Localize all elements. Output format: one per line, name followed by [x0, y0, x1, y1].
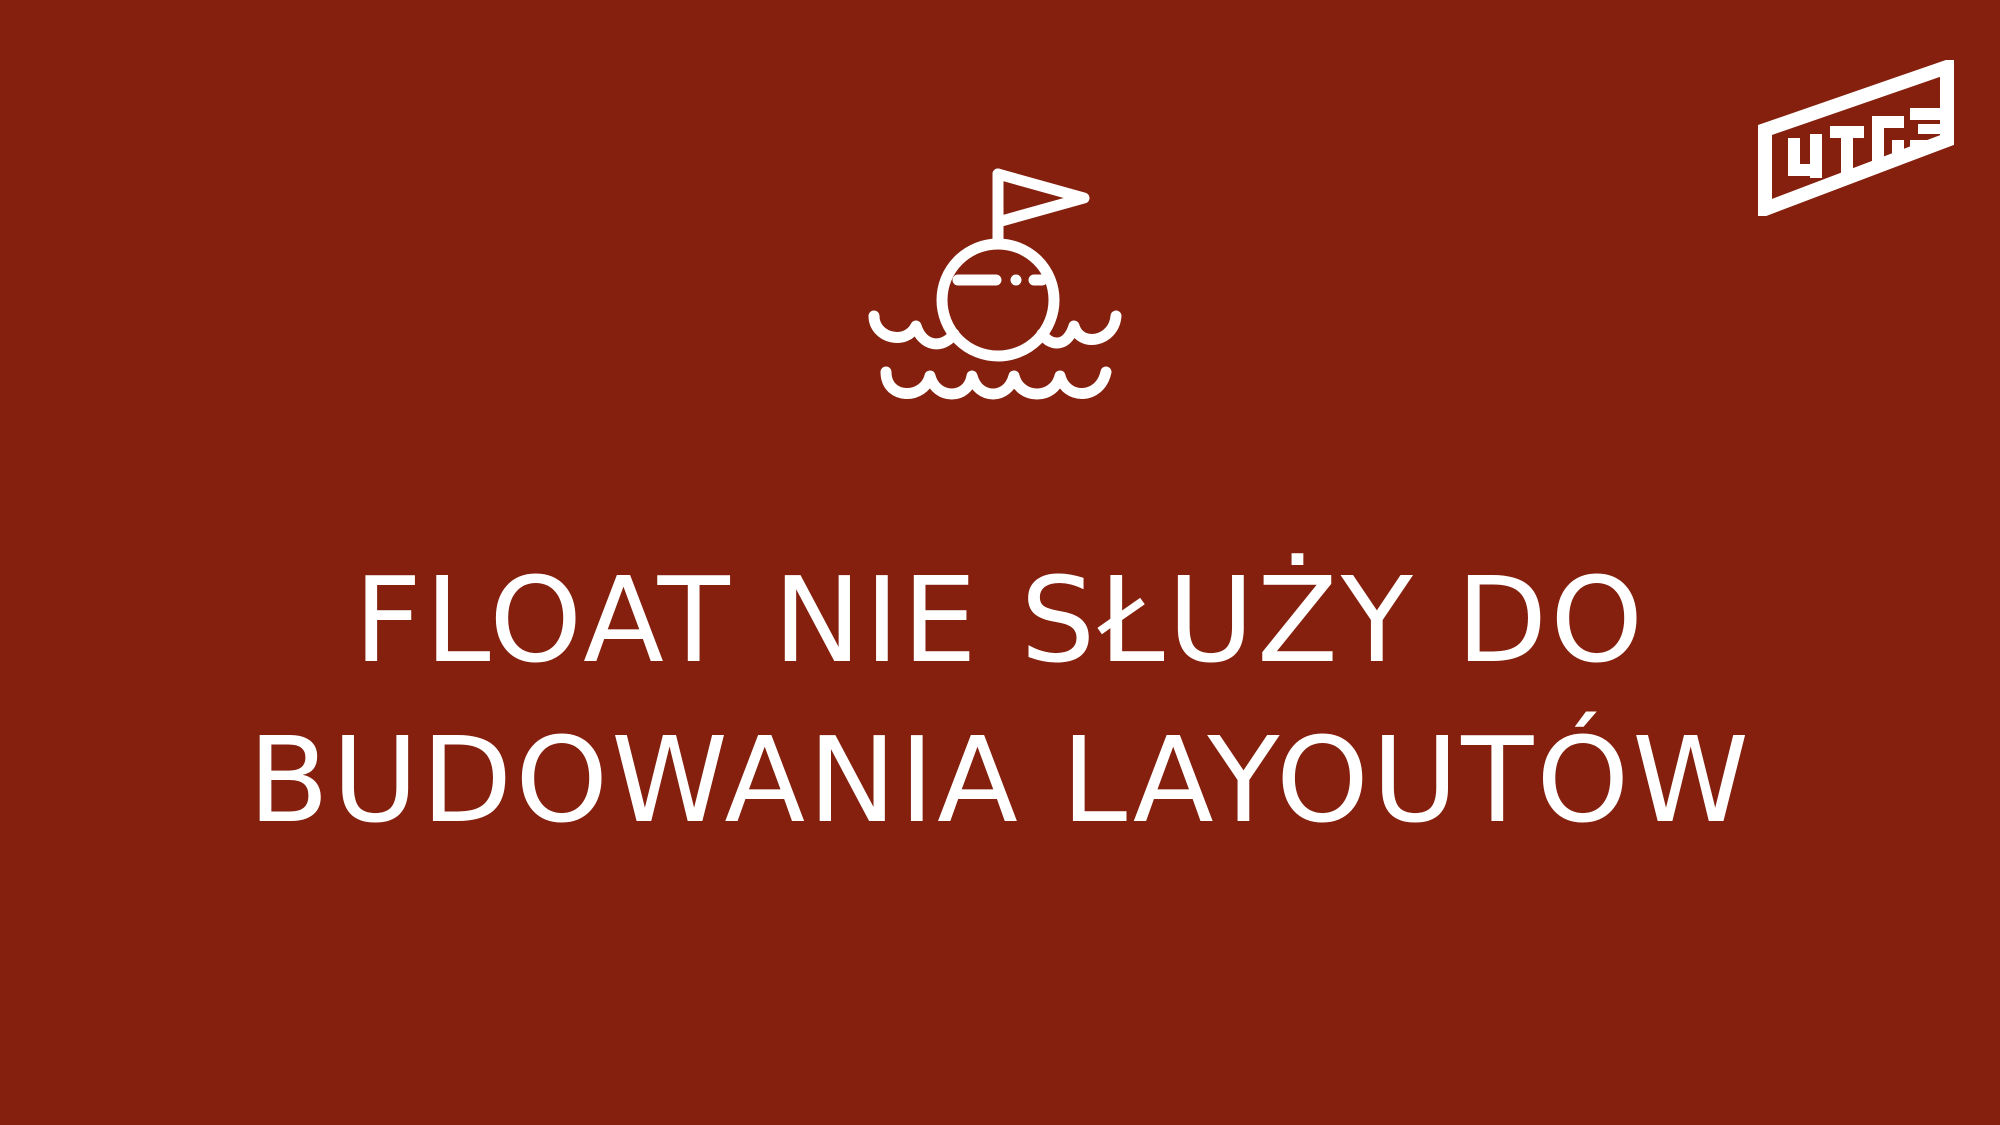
floating-buoy-with-flag-icon: [858, 164, 1138, 414]
brand-logo-icon: [1758, 60, 1954, 216]
buoy-dot: [1011, 275, 1022, 286]
slide-title-line-1: FLOAT NIE SŁUŻY DO: [353, 551, 1647, 689]
slide-title-line-2: BUDOWANIA LAYOUTÓW: [248, 711, 1752, 849]
slide-title: [0, 540, 2000, 860]
